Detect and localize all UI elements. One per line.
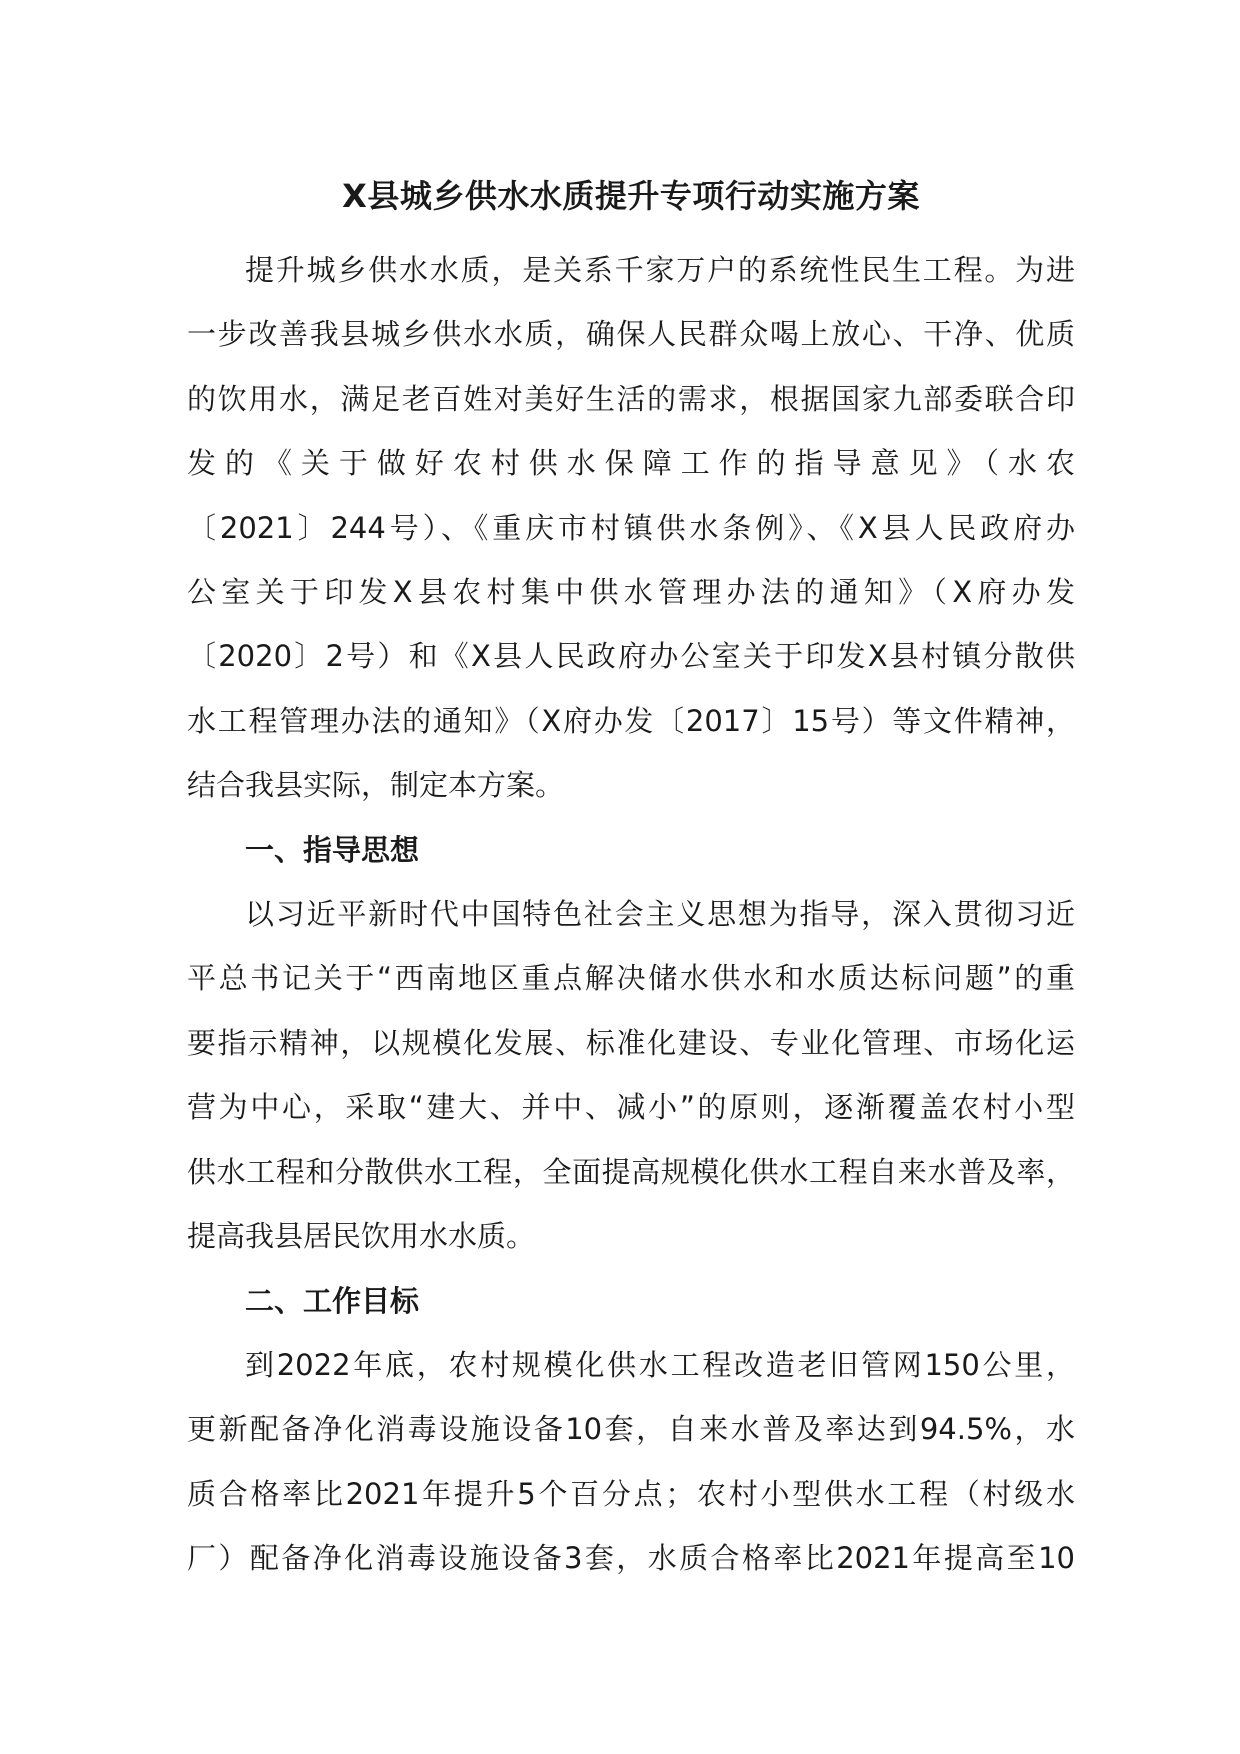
- intro-paragraph: [187, 238, 1075, 818]
- text-line: 要指示精神，以规模化发展、标准化建设、专业化管理、市场化运: [187, 1025, 1075, 1060]
- work-goals-paragraph: [187, 1333, 1075, 1591]
- text-line: 质合格率比2021年提升5个百分点；农村小型供水工程（村级水: [187, 1476, 1075, 1511]
- document-body: [187, 168, 1075, 1591]
- text-line: 提高我县居民饮用水水质。: [187, 1219, 536, 1254]
- text-line: 提升城乡供水水质，是关系千家万户的系统性民生工程。为进: [245, 253, 1075, 287]
- text-line: 水工程管理办法的通知》（X府办发〔2017〕15号）等文件精神，: [187, 703, 1075, 738]
- section-heading-work-goals: 二、工作目标: [245, 1283, 420, 1318]
- text-line: 公室关于印发X县农村集中供水管理办法的通知》（X府办发: [187, 575, 1075, 610]
- document-title: X县城乡供水水质提升专项行动实施方案: [342, 177, 920, 215]
- text-line: 供水工程和分散供水工程，全面提高规模化供水工程自来水普及率，: [187, 1154, 1075, 1189]
- text-line: 平总书记关于“西南地区重点解决储水供水和水质达标问题”的重: [187, 961, 1075, 996]
- section-heading-guiding-thought: 一、指导思想: [245, 832, 420, 867]
- text-line: 更新配备净化消毒设施设备10套，自来水普及率达到94.5%，水: [187, 1412, 1075, 1447]
- text-line: 厂）配备净化消毒设施设备3套，水质合格率比2021年提高至10: [187, 1541, 1075, 1576]
- text-line: 到2022年底，农村规模化供水工程改造老旧管网150公里，: [245, 1347, 1075, 1382]
- text-line: 营为中心，采取“建大、并中、减小”的原则，逐渐覆盖农村小型: [187, 1090, 1075, 1125]
- text-line: 以习近平新时代中国特色社会主义思想为指导，深入贯彻习近: [245, 897, 1075, 932]
- text-line: 结合我县实际，制定本方案。: [187, 768, 565, 803]
- text-line: 一步改善我县城乡供水水质，确保人民群众喝上放心、干净、优质: [187, 317, 1075, 352]
- text-line: 的饮用水，满足老百姓对美好生活的需求，根据国家九部委联合印: [187, 381, 1075, 416]
- guiding-thought-paragraph: [187, 882, 1075, 1268]
- text-line: 〔2020〕2号）和《X县人民政府办公室关于印发X县村镇分散供: [187, 639, 1075, 674]
- text-line: 〔2021〕244号）、《重庆市村镇供水条例》、《X县人民政府办: [187, 510, 1075, 545]
- text-line: 发的《关于做好农村供水保障工作的指导意见》（水农: [187, 446, 1075, 481]
